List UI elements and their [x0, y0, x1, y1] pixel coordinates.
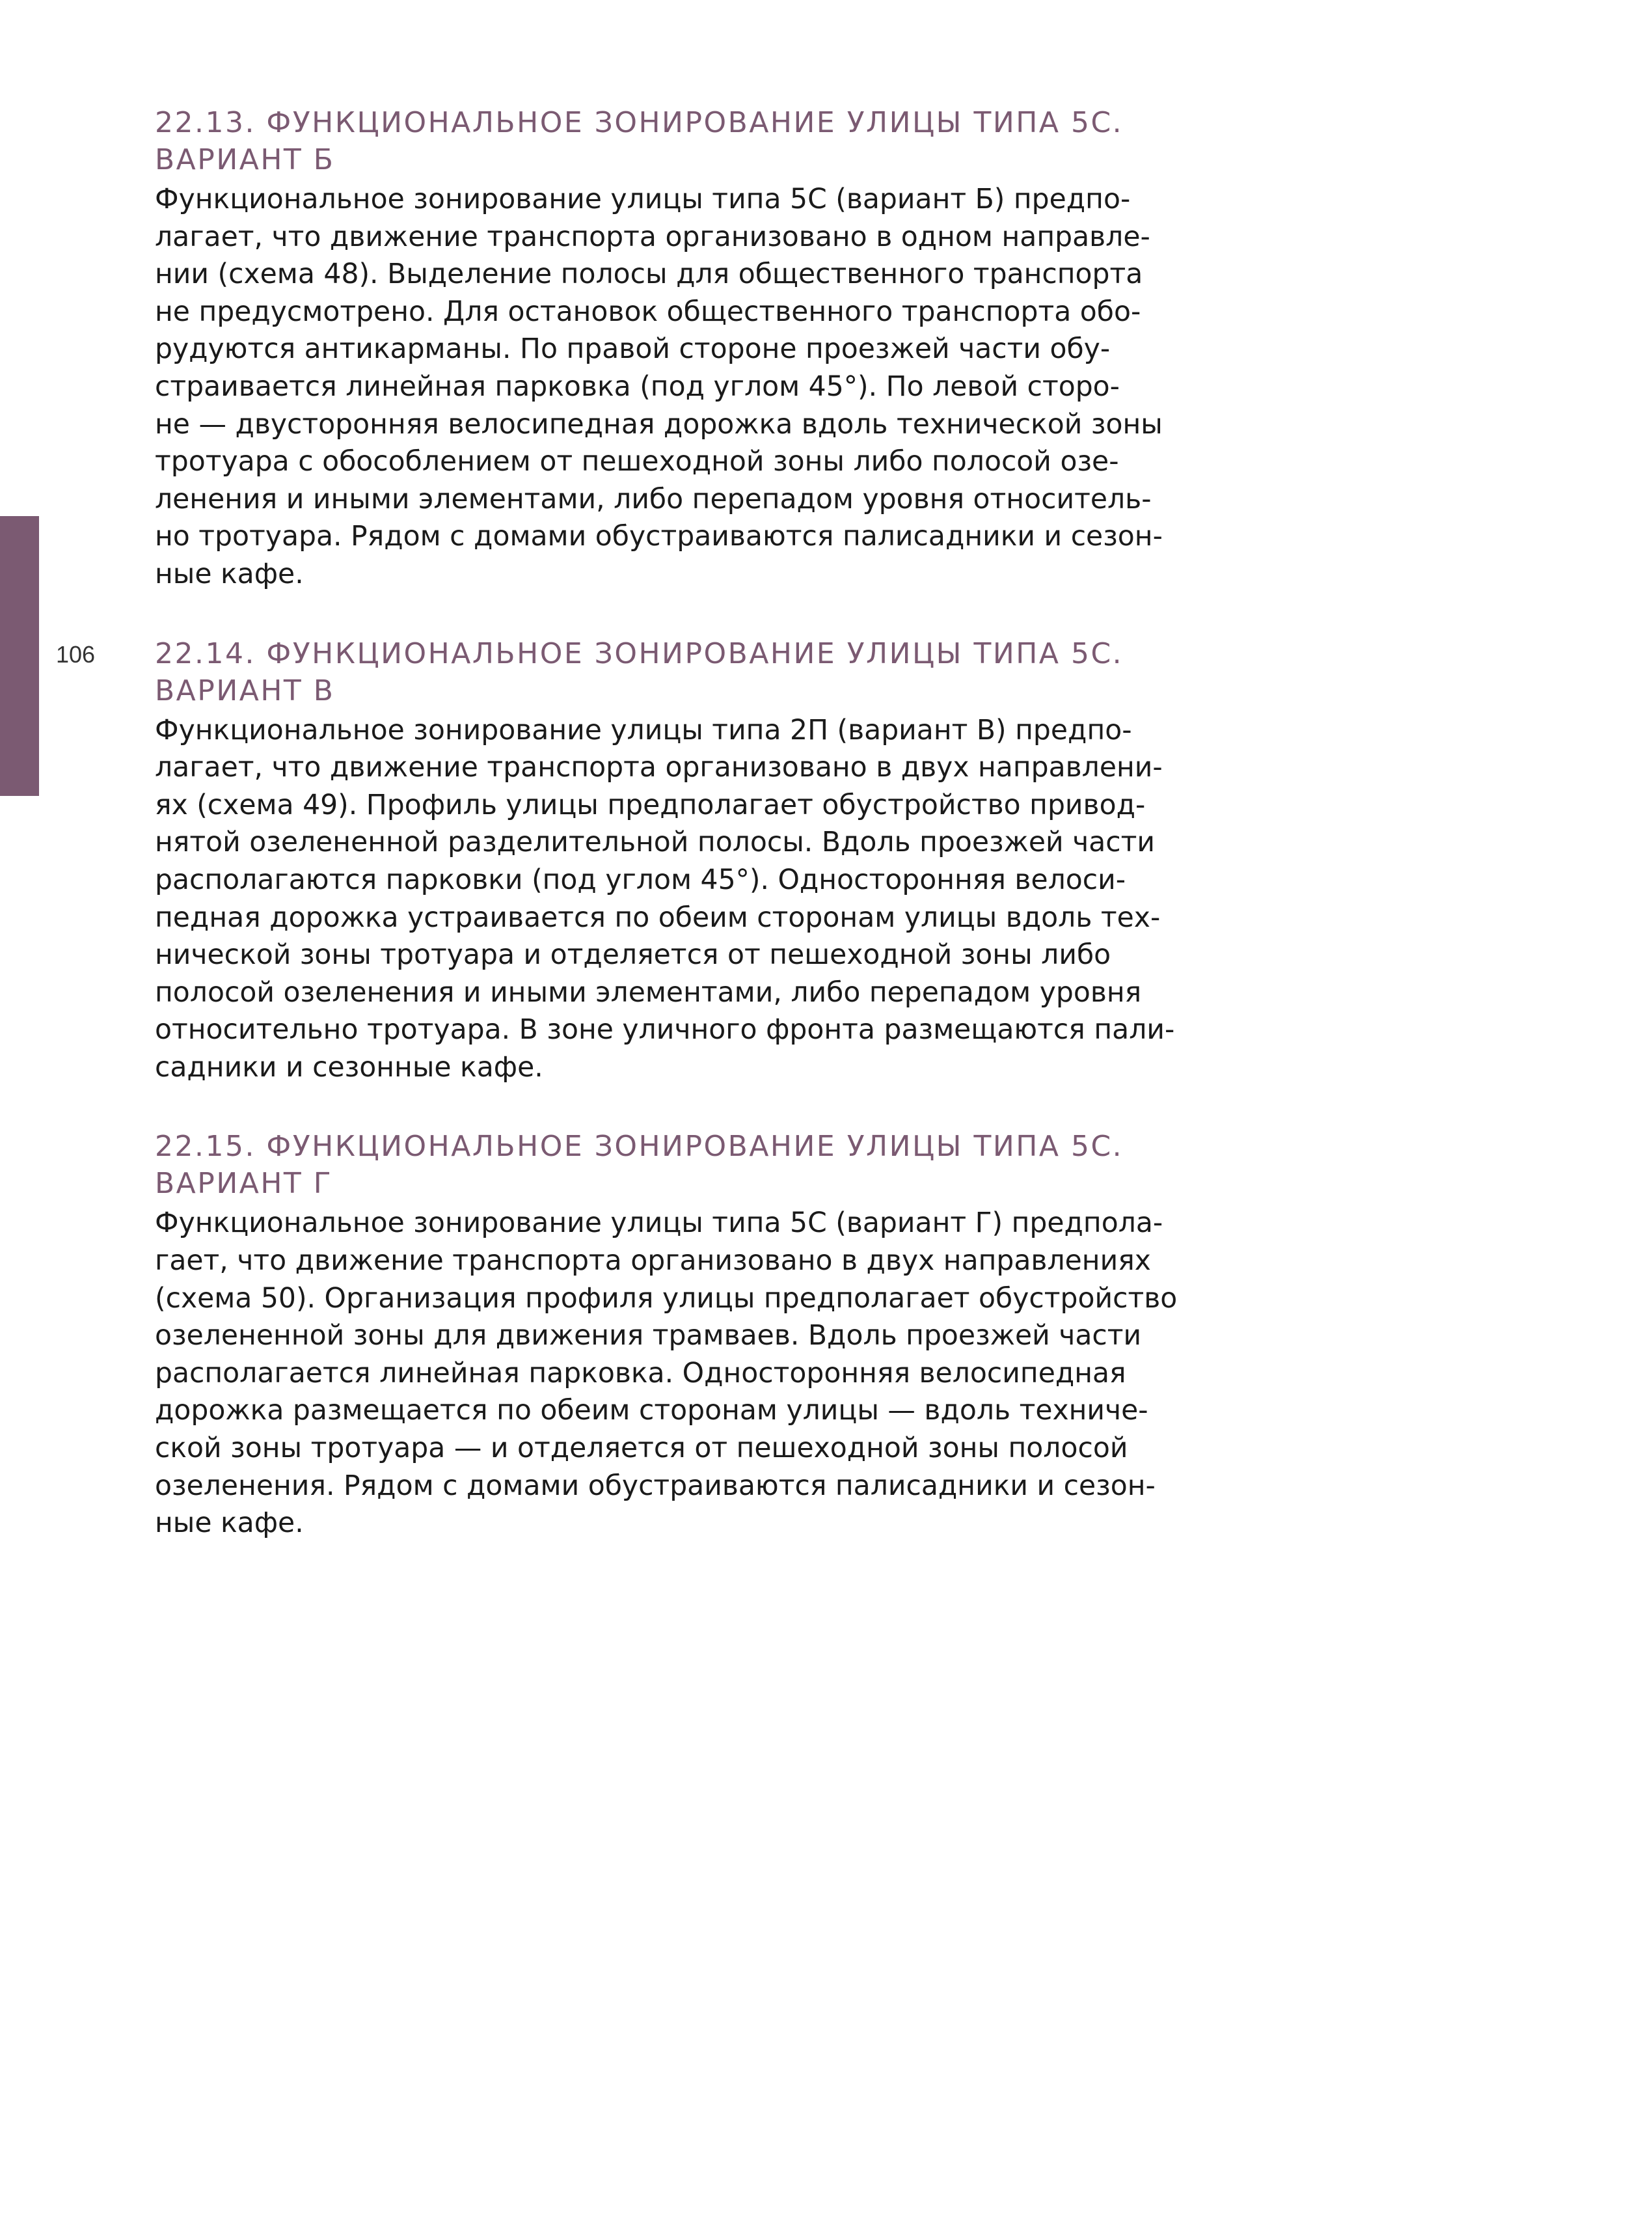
- body-line: Функциональное зонирование улицы типа 5С (вариант Г) предпола-: [155, 1207, 1163, 1240]
- body-line: нической зоны тротуара и отделяется от пешеходной зоны либо: [155, 939, 1111, 972]
- body-line: дорожка размещается по обеим сторонам улицы — вдоль техниче-: [155, 1395, 1148, 1427]
- side-tab-marker: [0, 516, 39, 796]
- body-line: ской зоны тротуара — и отделяется от пешеходной зоны полосой: [155, 1432, 1128, 1465]
- body-line: страивается линейная парковка (под углом 45°). По левой сторо-: [155, 370, 1120, 403]
- body-line: относительно тротуара. В зоне уличного фронта размещаются пали-: [155, 1014, 1175, 1046]
- body-line: ные кафе.: [155, 558, 304, 590]
- section-22-15: [155, 1128, 1178, 1542]
- body-line: Функциональное зонирование улицы типа 5С (вариант Б) предпо-: [155, 184, 1131, 215]
- body-line: ях (схема 49). Профиль улицы предполагает обустройство привод-: [155, 789, 1146, 821]
- section-title-line: ВАРИАНТ Г: [155, 1167, 333, 1201]
- body-line: (схема 50). Организация профиля улицы предполагает обустройство: [155, 1282, 1178, 1315]
- body-line: ные кафе.: [155, 1507, 304, 1540]
- body-line: располагается линейная парковка. Односторонняя велосипедная: [155, 1357, 1126, 1389]
- body-line: гает, что движение транспорта организовано в двух направлениях: [155, 1245, 1151, 1278]
- section-title-line: 22.13. ФУНКЦИОНАЛЬНОЕ ЗОНИРОВАНИЕ УЛИЦЫ ТИПА 5С.: [155, 106, 1124, 139]
- body-line: нятой озелененной разделительной полосы. Вдоль проезжей части: [155, 827, 1156, 859]
- section-22-13: [155, 104, 1163, 594]
- section-body: [155, 181, 1163, 594]
- body-line: лагает, что движение транспорта организовано в двух направлени-: [155, 752, 1163, 784]
- section-title: [155, 104, 1163, 178]
- section-body: [155, 712, 1175, 1087]
- section-title-line: 22.14. ФУНКЦИОНАЛЬНОЕ ЗОНИРОВАНИЕ УЛИЦЫ ТИПА 5С.: [155, 636, 1124, 670]
- body-line: не предусмотрено. Для остановок общественного транспорта обо-: [155, 295, 1141, 328]
- body-line: Функциональное зонирование улицы типа 2П (вариант В) предпо-: [155, 714, 1132, 746]
- body-line: полосой озеленения и иными элементами, либо перепадом уровня: [155, 976, 1142, 1009]
- section-title-line: ВАРИАНТ В: [155, 674, 335, 707]
- section-title: [155, 1128, 1163, 1202]
- body-line: тротуара с обособлением от пешеходной зоны либо полосой озе-: [155, 446, 1119, 478]
- body-line: нии (схема 48). Выделение полосы для общественного транспорта: [155, 258, 1143, 291]
- section-body: [155, 1205, 1178, 1542]
- body-line: ленения и иными элементами, либо перепадом уровня относитель-: [155, 483, 1152, 515]
- section-title: [155, 635, 1163, 709]
- body-line: озелененной зоны для движения трамваев. Вдоль проезжей части: [155, 1320, 1142, 1352]
- body-line: рудуются антикарманы. По правой стороне проезжей части обу-: [155, 333, 1111, 366]
- section-title-line: 22.15. ФУНКЦИОНАЛЬНОЕ ЗОНИРОВАНИЕ УЛИЦЫ ТИПА 5С.: [155, 1130, 1124, 1164]
- body-line: педная дорожка устраивается по обеим сторонам улицы вдоль тех-: [155, 901, 1161, 934]
- body-line: располагаются парковки (под углом 45°). Односторонняя велоси-: [155, 864, 1126, 896]
- body-line: озеленения. Рядом с домами обустраиваются палисадники и сезон-: [155, 1470, 1156, 1502]
- section-title-line: ВАРИАНТ Б: [155, 143, 335, 176]
- page-content: [155, 104, 1178, 1584]
- body-line: садники и сезонные кафе.: [155, 1051, 543, 1084]
- body-line: лагает, что движение транспорта организовано в одном направле-: [155, 221, 1150, 253]
- page-number: 106: [56, 641, 96, 668]
- section-22-14: [155, 635, 1175, 1087]
- body-line: но тротуара. Рядом с домами обустраиваются палисадники и сезон-: [155, 521, 1163, 553]
- body-line: не — двусторонняя велосипедная дорожка вдоль технической зоны: [155, 408, 1163, 441]
